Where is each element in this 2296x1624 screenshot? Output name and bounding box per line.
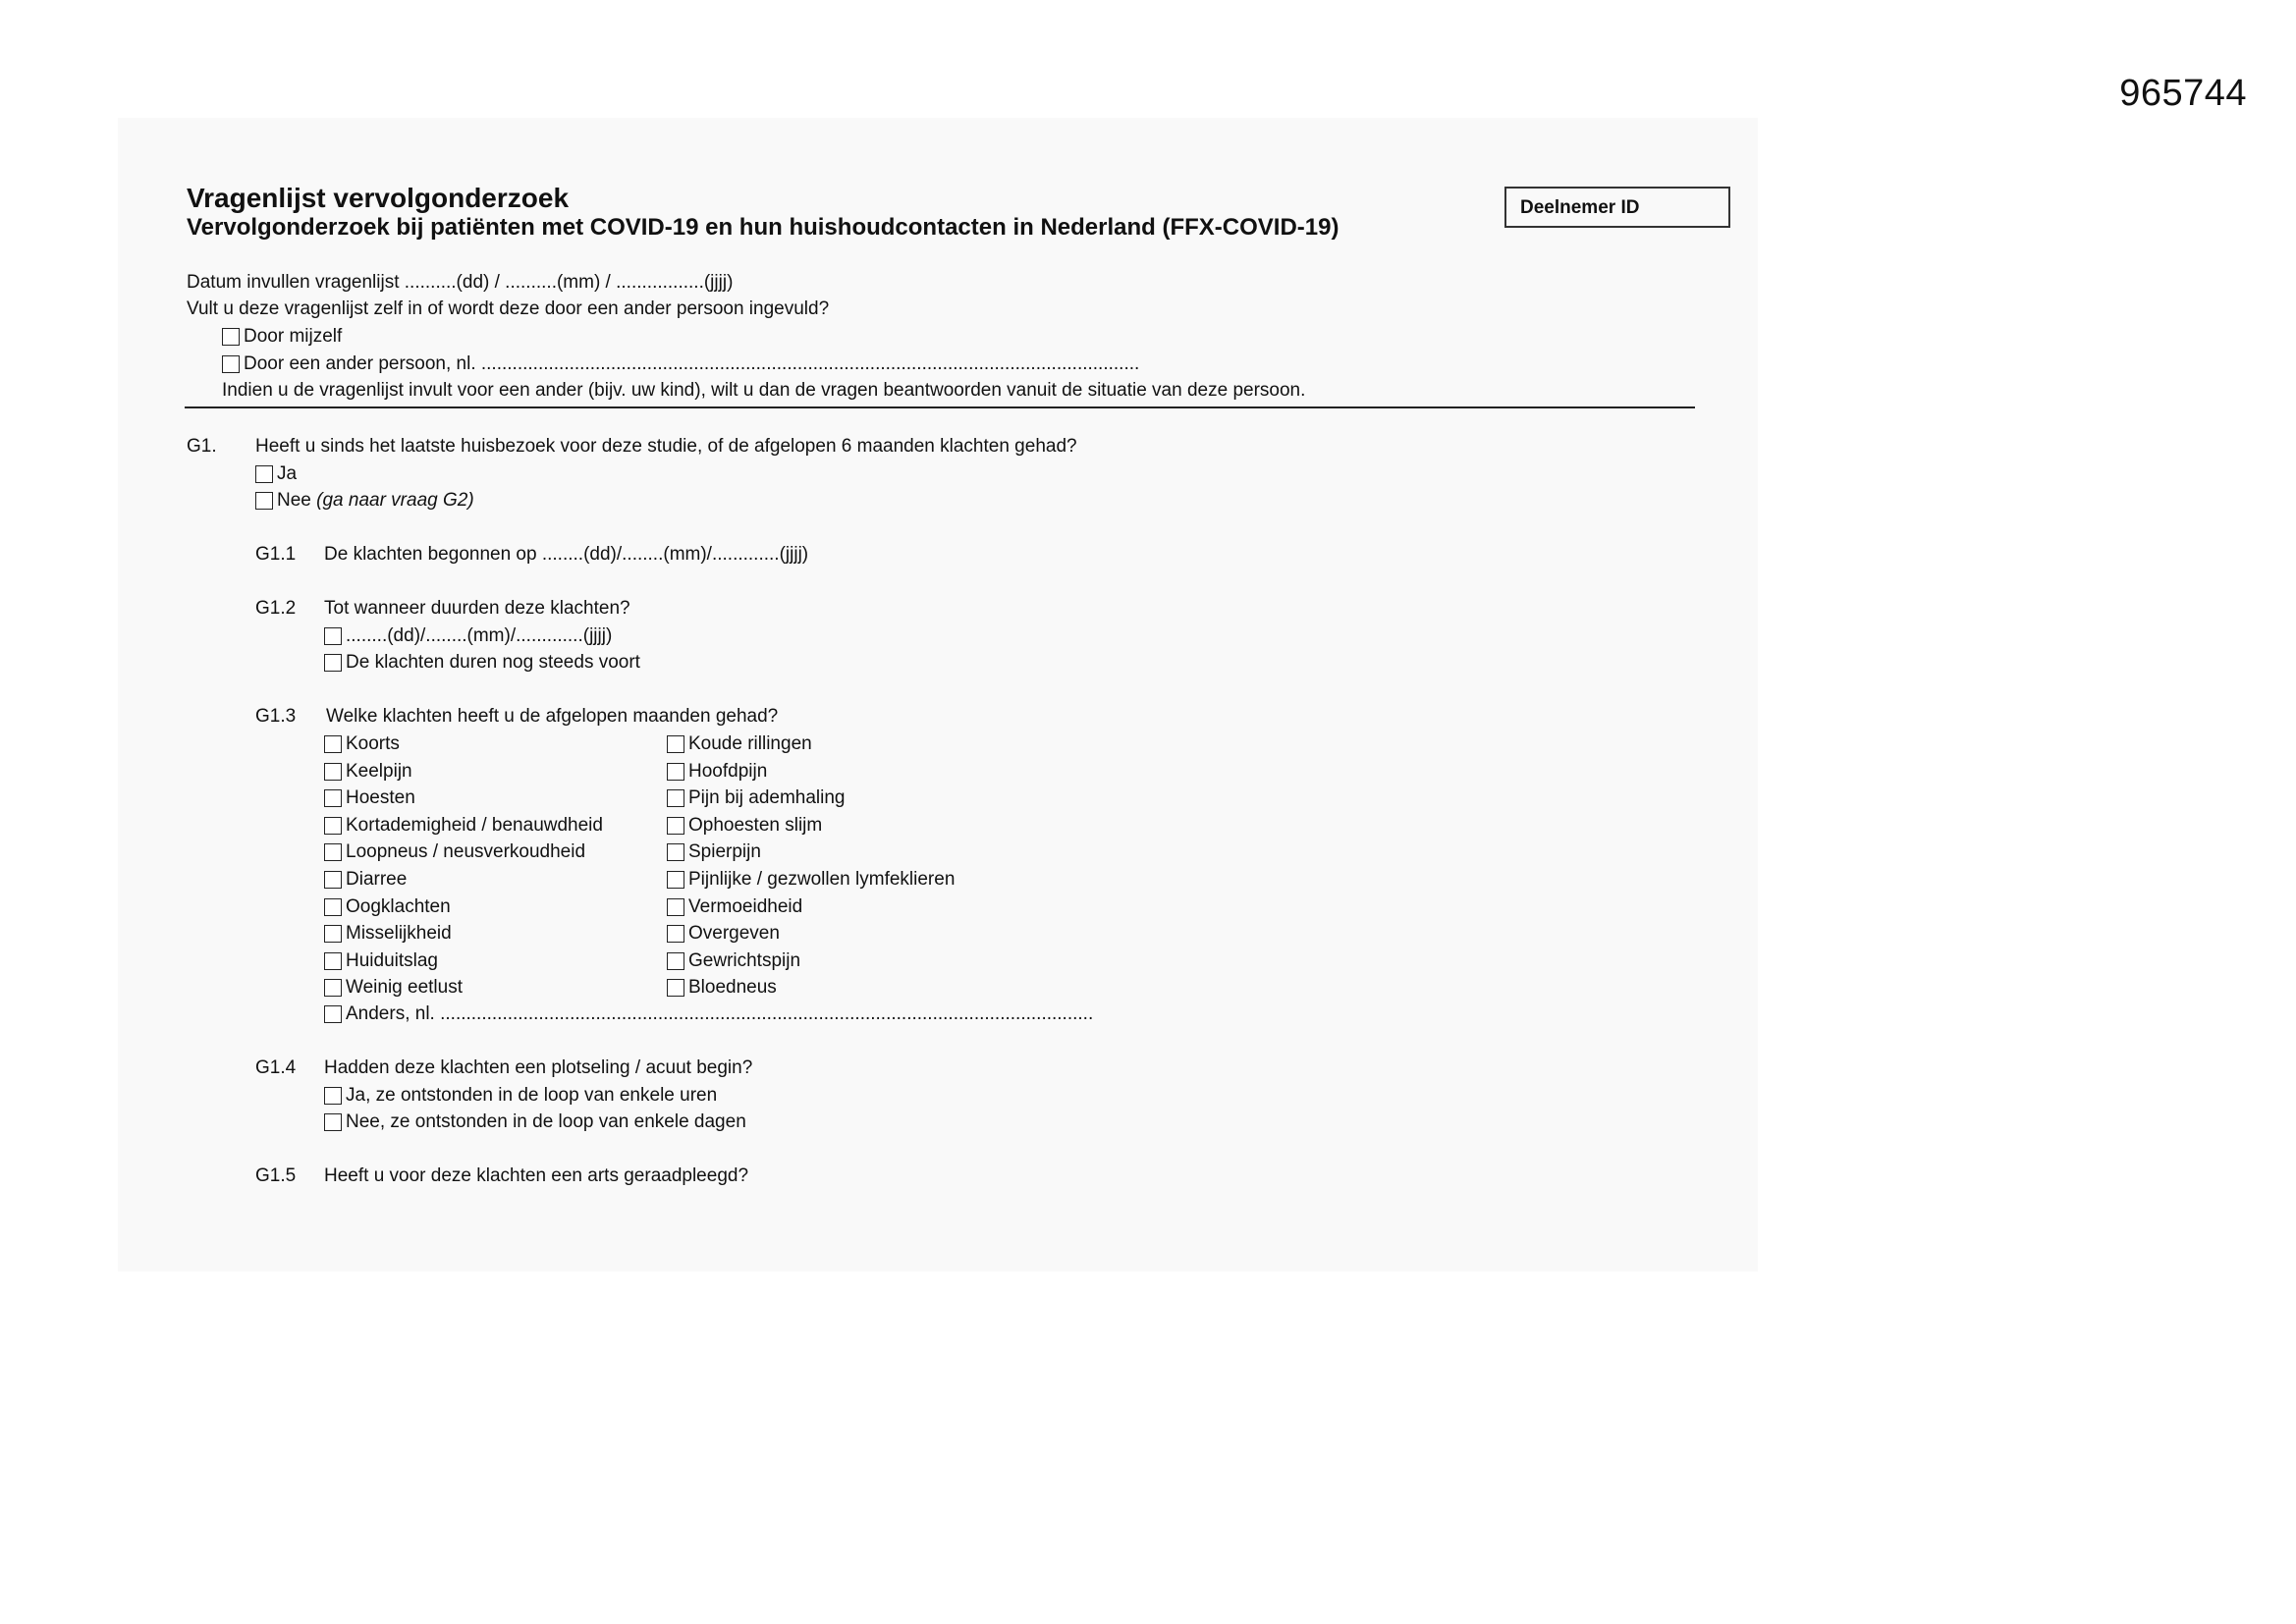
question-g1-number: G1. [187,436,217,457]
question-g1-2-text: Tot wanneer duurden deze klachten? [324,598,630,619]
symptom-option[interactable] [667,977,777,999]
symptom-option[interactable] [324,761,412,783]
symptom-checkbox[interactable] [324,817,342,835]
symptom-option[interactable] [324,977,463,999]
symptom-label: Huiduitslag [346,949,438,971]
g1-option-no-note: (ga naar vraag G2) [316,490,474,511]
symptom-checkbox[interactable] [324,763,342,781]
checkbox-g1-4-hours[interactable] [324,1087,342,1105]
symptom-checkbox[interactable] [324,735,342,753]
checkbox-g1-4-days[interactable] [324,1113,342,1131]
symptom-checkbox[interactable] [324,925,342,943]
symptom-checkbox[interactable] [667,843,684,861]
symptom-label: Oogklachten [346,895,451,917]
who-question [187,298,829,320]
symptom-label: Kortademigheid / benauwdheid [346,814,603,836]
option-other-person-label: Door een ander persoon, nl. ............................................................................................................................... [244,353,1140,374]
g1-2-option-date[interactable] [324,625,612,647]
symptom-checkbox[interactable] [324,898,342,916]
symptom-checkbox[interactable] [667,871,684,889]
symptom-option[interactable] [667,787,846,809]
question-g1-5 [255,1165,748,1187]
question-g1-1[interactable] [255,544,808,566]
intro-note-text: Indien u de vragenlijst invult voor een ander (bijv. uw kind), wilt u dan de vragen beantwoorden vanuit de situatie van deze persoon. [222,380,1306,401]
symptom-option[interactable] [324,841,585,863]
symptom-option[interactable] [667,841,761,863]
symptom-option[interactable] [324,787,415,809]
fill-date-line[interactable] [187,272,733,294]
document-number: 965744 [2119,73,2247,114]
symptom-option[interactable] [667,923,780,945]
symptom-checkbox[interactable] [667,789,684,807]
symptom-label: Overgeven [688,923,780,945]
symptom-option[interactable] [324,733,400,755]
symptom-checkbox[interactable] [667,817,684,835]
g1-3-option-other-label: Anders, nl. .............................................................................................................................. [346,1003,1094,1024]
symptom-label: Koude rillingen [688,733,812,754]
g1-option-no[interactable] [255,490,474,512]
g1-2-option-date-label: ........(dd)/........(mm)/.............(jjjj) [346,625,613,646]
symptom-label: Ophoesten slijm [688,814,823,836]
checkbox-g1-no[interactable] [255,492,273,510]
symptom-option[interactable] [667,896,802,918]
question-g1-text: Heeft u sinds het laatste huisbezoek voor deze studie, of de afgelopen 6 maanden klachten gehad? [255,436,1077,457]
symptom-label: Bloedneus [688,977,777,999]
symptom-checkbox[interactable] [667,898,684,916]
checkbox-self[interactable] [222,328,240,346]
symptom-label: Gewrichtspijn [688,949,801,971]
symptom-label: Loopneus / neusverkoudheid [346,841,586,863]
symptom-label: Hoofdpijn [688,760,768,782]
participant-id-field[interactable]: Deelnemer ID [1504,187,1730,228]
checkbox-g1-yes[interactable] [255,465,273,483]
symptom-checkbox[interactable] [667,952,684,970]
checkbox-g1-2-ongoing[interactable] [324,654,342,672]
fill-date-text: Datum invullen vragenlijst ..........(dd) / ..........(mm) / .................(jjjj) [187,272,734,293]
symptom-option[interactable] [324,923,452,945]
question-g1 [187,436,1077,458]
question-g1-2 [255,598,630,620]
checkbox-g1-2-date[interactable] [324,627,342,645]
symptom-label: Hoesten [346,787,415,809]
section-divider [185,406,1695,408]
question-g1-3 [255,706,778,728]
g1-option-yes[interactable] [255,463,297,485]
form-title: Vragenlijst vervolgonderzoek [187,183,570,213]
g1-2-option-ongoing[interactable] [324,652,640,674]
symptom-label: Pijnlijke / gezwollen lymfeklieren [688,869,956,890]
g1-option-yes-label: Ja [277,463,298,484]
question-g1-3-text: Welke klachten heeft u de afgelopen maanden gehad? [326,706,779,727]
symptom-option[interactable] [324,869,407,891]
g1-2-option-ongoing-label: De klachten duren nog steeds voort [346,652,640,673]
symptom-option[interactable] [667,733,812,755]
checkbox-other-person[interactable] [222,355,240,373]
symptom-label: Spierpijn [688,841,761,863]
question-g1-5-number: G1.5 [255,1165,297,1186]
symptom-label: Pijn bij ademhaling [688,787,846,809]
symptom-checkbox[interactable] [667,735,684,753]
g1-4-option-hours[interactable] [324,1085,717,1107]
symptom-checkbox[interactable] [324,871,342,889]
g1-4-option-days-label: Nee, ze ontstonden in de loop van enkele dagen [346,1111,746,1132]
option-other-person[interactable] [222,353,1139,375]
question-g1-4-number: G1.4 [255,1057,297,1078]
symptom-option[interactable] [324,815,603,837]
symptom-option[interactable] [324,896,451,918]
form-subtitle: Vervolgonderzoek bij patiënten met COVID-19 en hun huishoudcontacten in Nederland (FFX-COVID-19) [187,214,1339,241]
g1-4-option-hours-label: Ja, ze ontstonden in de loop van enkele uren [346,1085,718,1106]
symptom-checkbox[interactable] [667,925,684,943]
checkbox-g1-3-other[interactable] [324,1005,342,1023]
option-self-label: Door mijzelf [244,326,343,347]
symptom-label: Vermoeidheid [688,895,803,917]
symptom-option[interactable] [667,815,822,837]
symptom-checkbox[interactable] [324,789,342,807]
question-g1-1-number: G1.1 [255,544,297,565]
symptom-label: Keelpijn [346,760,412,782]
question-g1-2-number: G1.2 [255,598,297,619]
question-g1-4-text: Hadden deze klachten een plotseling / acuut begin? [324,1057,753,1078]
symptom-checkbox[interactable] [324,952,342,970]
symptom-checkbox[interactable] [324,979,342,997]
intro-note [222,380,1305,402]
option-self[interactable] [222,326,342,348]
symptom-option[interactable] [324,950,438,972]
symptom-option[interactable] [667,869,955,891]
g1-4-option-days[interactable] [324,1111,746,1133]
g1-option-no-label: Nee [277,490,311,511]
symptom-label: Weinig eetlust [346,977,463,999]
symptom-option[interactable] [667,950,800,972]
question-g1-4 [255,1057,752,1079]
symptom-label: Misselijkheid [346,923,452,945]
question-g1-3-number: G1.3 [255,706,297,727]
g1-3-option-other[interactable] [324,1003,1093,1025]
symptom-checkbox[interactable] [667,763,684,781]
symptom-label: Koorts [346,733,400,754]
symptom-option[interactable] [667,761,767,783]
question-g1-5-text: Heeft u voor deze klachten een arts geraadpleegd? [324,1165,749,1186]
symptom-label: Diarree [346,869,408,890]
who-question-text: Vult u deze vragenlijst zelf in of wordt deze door een ander persoon ingevuld? [187,298,830,319]
question-g1-1-text: De klachten begonnen op ........(dd)/........(mm)/.............(jjjj) [324,544,809,565]
symptom-checkbox[interactable] [324,843,342,861]
symptom-checkbox[interactable] [667,979,684,997]
